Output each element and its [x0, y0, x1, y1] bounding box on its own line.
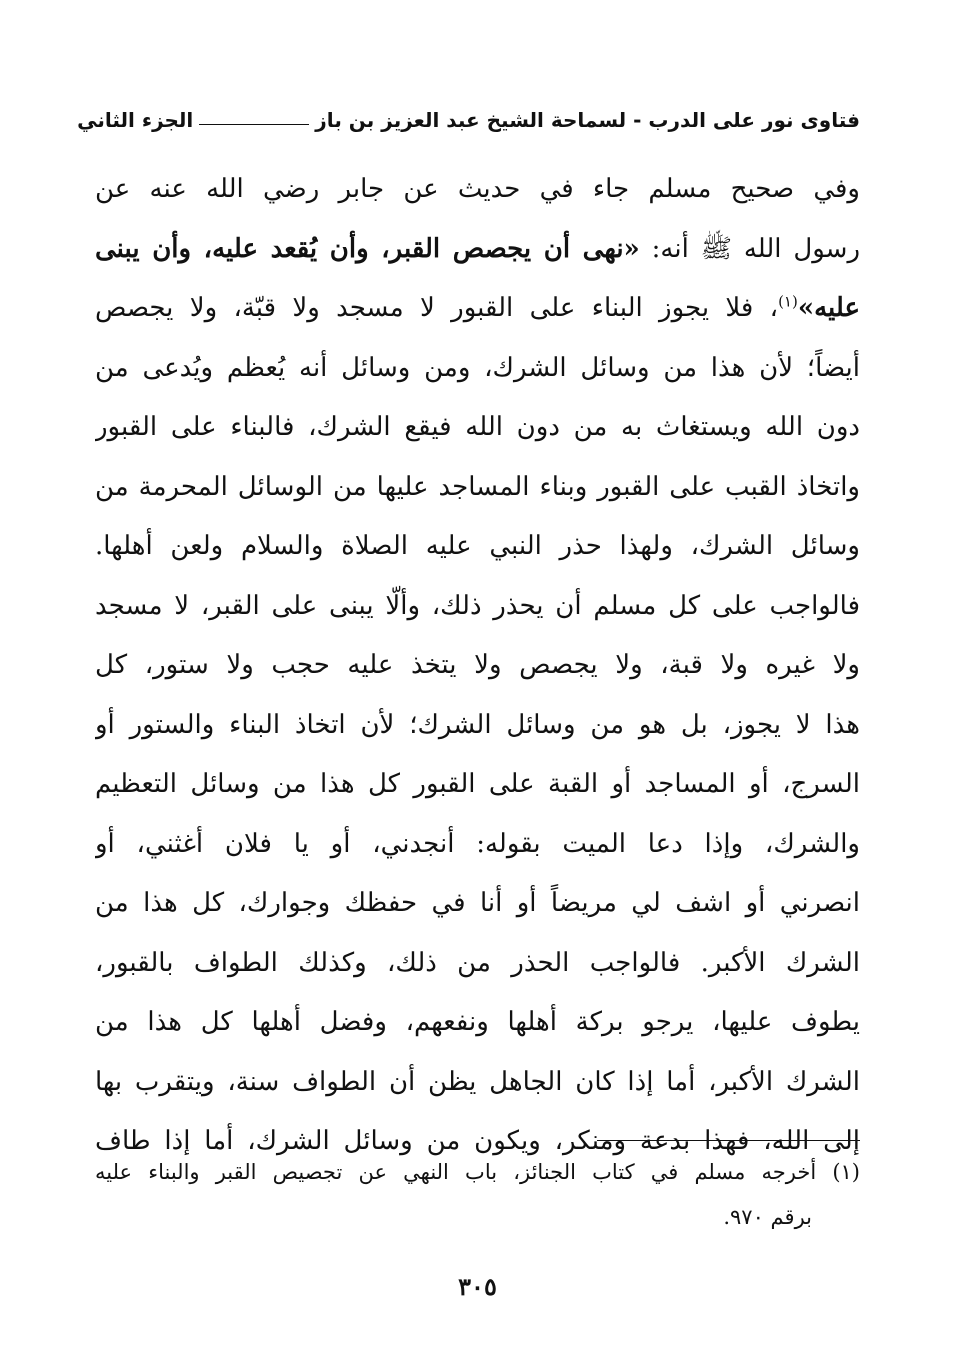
text-line: إلى الله، فهذا بدعة ومنكر، ويكون من وسائل الشرك، أما إذا طاف	[95, 1126, 860, 1156]
header-rule	[199, 124, 309, 125]
hadith-quote-end: عليه»	[797, 293, 860, 323]
main-text	[95, 160, 860, 1172]
text-line: الشرك الأكبر. فالواجب الحذر من ذلك، وكذلك الطواف بالقبور،	[95, 947, 860, 978]
page-number: ٣٠٥	[458, 1272, 497, 1301]
text-line: وسائل الشرك، ولهذا حذر النبي عليه الصلاة والسلام ولعن أهلها.	[95, 531, 860, 561]
text-line: وفي صحيح مسلم جاء في حديث عن جابر رضي الله عنه عن	[95, 174, 860, 204]
text-line: أيضاً؛ لأن هذا من وسائل الشرك، ومن وسائل أنه يُعظم ويُدعى من	[95, 352, 860, 383]
footnote-line: (١) أخرجه مسلم في كتاب الجنائز، باب النهي عن تجصيص القبر والبناء عليه	[95, 1160, 860, 1184]
text-line: ولا غيره ولا قبة، ولا يجصص ولا يتخذ عليه حجب ولا ستور، كل	[95, 650, 860, 680]
text-line: الشرك الأكبر، أما إذا كان الجاهل يظن أن الطواف سنة، ويتقرب بها	[95, 1066, 860, 1097]
book-title: فتاوى نور على الدرب - لسماحة الشيخ عبد العزيز بن باز	[315, 108, 860, 132]
footnotes	[95, 1150, 860, 1240]
text-run: رسول الله ﷺ أنه:	[639, 233, 860, 264]
running-header	[77, 100, 860, 140]
footnote-line: برقم ٩٧٠.	[723, 1205, 812, 1229]
footnote-reference: (١)	[778, 292, 798, 311]
text-line	[95, 279, 860, 339]
part-label: الجزء الثاني	[77, 108, 194, 132]
text-line: والشرك، وإذا دعا الميت بقوله: أنجدني، أو يا فلان أغثني، أو	[95, 828, 860, 859]
text-line: السرج، أو المساجد أو القبة على القبور كل هذا من وسائل التعظيم	[95, 769, 860, 799]
text-line: فالواجب على كل مسلم أن يحذر ذلك، وألّا يبنى على القبر، لا مسجد	[95, 590, 860, 621]
hadith-quote: «نهى أن يجصص القبر، وأن يُقعد عليه، وأن يبنى	[95, 233, 640, 264]
text-line: دون الله ويستغاث به من دون الله فيقع الشرك، فالبناء على القبور	[95, 412, 860, 442]
text-run: ، فلا يجوز البناء على القبور لا مسجد ولا قبّة، ولا يجصص	[95, 293, 779, 323]
text-line: هذا لا يجوز، بل هو من وسائل الشرك؛ لأن اتخاذ البناء والستور أو	[95, 709, 860, 740]
text-line: انصرني أو اشف لي مريضاً أو أنا في حفظك وجوارك، كل هذا من	[95, 888, 860, 918]
footnote-separator	[597, 1140, 860, 1141]
text-line: واتخاذ القبب على القبور وبناء المساجد عليها من الوسائل المحرمة من	[95, 471, 860, 502]
text-line	[95, 220, 860, 280]
text-line: يطوف عليها، يرجو بركة أهلها ونفعهم، وفضل أهلها كل هذا من	[95, 1007, 860, 1037]
